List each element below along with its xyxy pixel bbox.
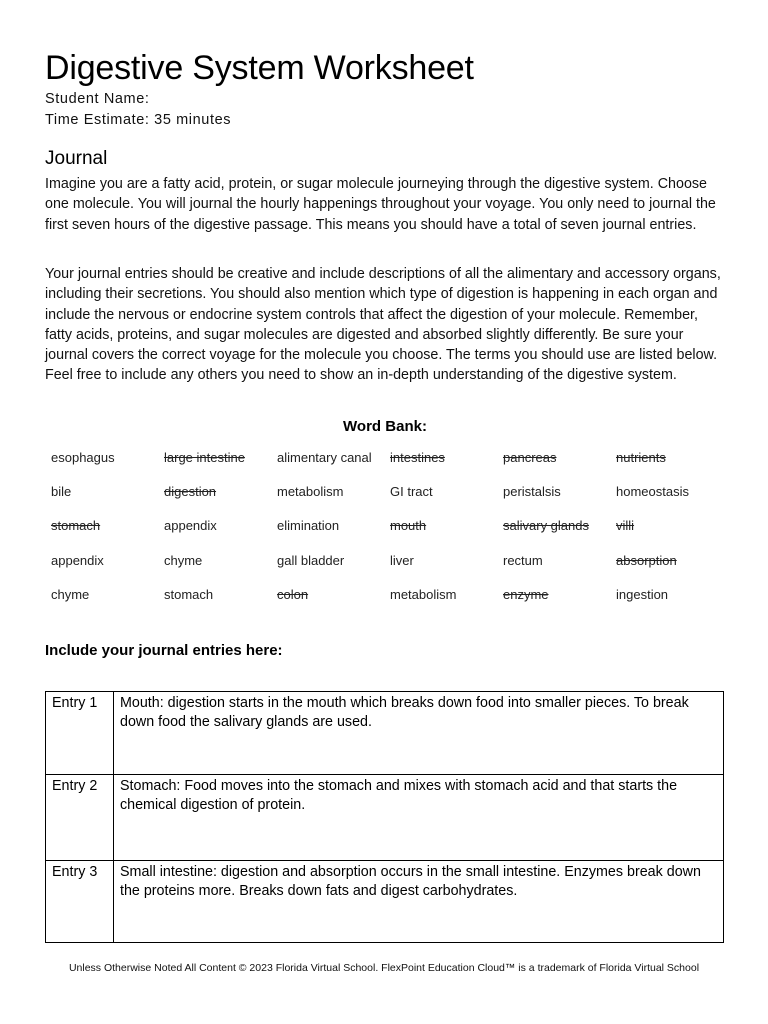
word-bank-term: pancreas xyxy=(503,449,557,465)
table-row xyxy=(46,861,724,943)
word-bank-row xyxy=(51,509,731,543)
footer-copyright: Unless Otherwise Noted All Content © 2023 Florida Virtual School. FlexPoint Education Cloud™ is a trademark of Florida Virtual School xyxy=(68,962,700,974)
word-bank-term: large intestine xyxy=(164,449,245,465)
student-name-label: Student Name: xyxy=(45,91,150,107)
word-bank-term: alimentary canal xyxy=(277,449,372,465)
time-estimate: Time Estimate: 35 minutes xyxy=(45,112,232,128)
word-bank-term: stomach xyxy=(51,518,101,534)
word-bank-term: salivary glands xyxy=(503,518,589,534)
journal-paragraph-2: Your journal entries should be creative and include descriptions of all the alimentary and accessory organs, including their secretions. You should also mention which type of digestion is happening in each organ and include the nervous or endocrine system controls that affect the digestion of your molecule. Remember, fatty acids, proteins, and sugar molecules are digested and absorbed slightly differently. Be sure your journal covers the correct voyage for the molecule you choose. The terms you should use are listed below. Feel free to include any others you need to show an in-depth understanding of the digestive system. xyxy=(45,266,721,384)
word-bank-row xyxy=(51,474,731,508)
word-bank-term: bile xyxy=(51,483,72,499)
word-bank-term: ingestion xyxy=(616,586,669,602)
word-bank-term: absorption xyxy=(616,552,677,568)
word-bank-term: gall bladder xyxy=(277,552,345,568)
table-row xyxy=(46,775,724,861)
word-bank-term: appendix xyxy=(164,518,217,534)
word-bank-term: digestion xyxy=(164,483,217,499)
word-bank-term: GI tract xyxy=(390,483,433,499)
page-title: Digestive System Worksheet xyxy=(45,49,474,87)
word-bank-term: metabolism xyxy=(390,586,457,602)
word-bank-term: esophagus xyxy=(51,449,115,465)
word-bank-term: nutrients xyxy=(616,449,666,465)
word-bank-term: mouth xyxy=(390,518,427,534)
word-bank-term: chyme xyxy=(164,552,203,568)
word-bank-term: appendix xyxy=(51,552,104,568)
word-bank-term: chyme xyxy=(51,586,90,602)
word-bank-row xyxy=(51,577,731,611)
word-bank-term: elimination xyxy=(277,518,340,534)
word-bank-term: enzyme xyxy=(503,586,549,602)
entry-label: Entry 3 xyxy=(46,861,114,943)
word-bank-grid xyxy=(51,440,731,611)
word-bank-title: Word Bank: xyxy=(343,418,427,435)
journal-paragraph-1: Imagine you are a fatty acid, protein, or sugar molecule journeying through the digestive system. Choose one molecule. You will journal the hourly happenings throughout your voyage. You only need to journal the first seven hours of the digestive passage. This means you should have a total of seven journal entries. xyxy=(45,176,716,233)
word-bank-term: rectum xyxy=(503,552,543,568)
journal-heading: Journal xyxy=(45,148,108,169)
word-bank-term: metabolism xyxy=(277,483,344,499)
word-bank-term: colon xyxy=(277,586,309,602)
entry-text[interactable]: Mouth: digestion starts in the mouth which breaks down food into smaller pieces. To break down food the salivary glands are used. xyxy=(114,692,724,775)
entry-text[interactable]: Small intestine: digestion and absorption occurs in the small intestine. Enzymes break down the proteins more. Breaks down fats and digest carbohydrates. xyxy=(114,861,724,943)
table-row xyxy=(46,692,724,775)
journal-entries-table xyxy=(45,691,724,943)
entries-label: Include your journal entries here: xyxy=(45,642,283,659)
word-bank-term: stomach xyxy=(164,586,214,602)
word-bank-term: peristalsis xyxy=(503,483,561,499)
entry-text[interactable]: Stomach: Food moves into the stomach and mixes with stomach acid and that starts the chemical digestion of protein. xyxy=(114,775,724,861)
word-bank-term: intestines xyxy=(390,449,445,465)
word-bank-row xyxy=(51,543,731,577)
entry-label: Entry 1 xyxy=(46,692,114,775)
word-bank-term: homeostasis xyxy=(616,483,689,499)
word-bank-row xyxy=(51,440,731,474)
word-bank-term: villi xyxy=(616,518,635,534)
word-bank-term: liver xyxy=(390,552,414,568)
entry-label: Entry 2 xyxy=(46,775,114,861)
